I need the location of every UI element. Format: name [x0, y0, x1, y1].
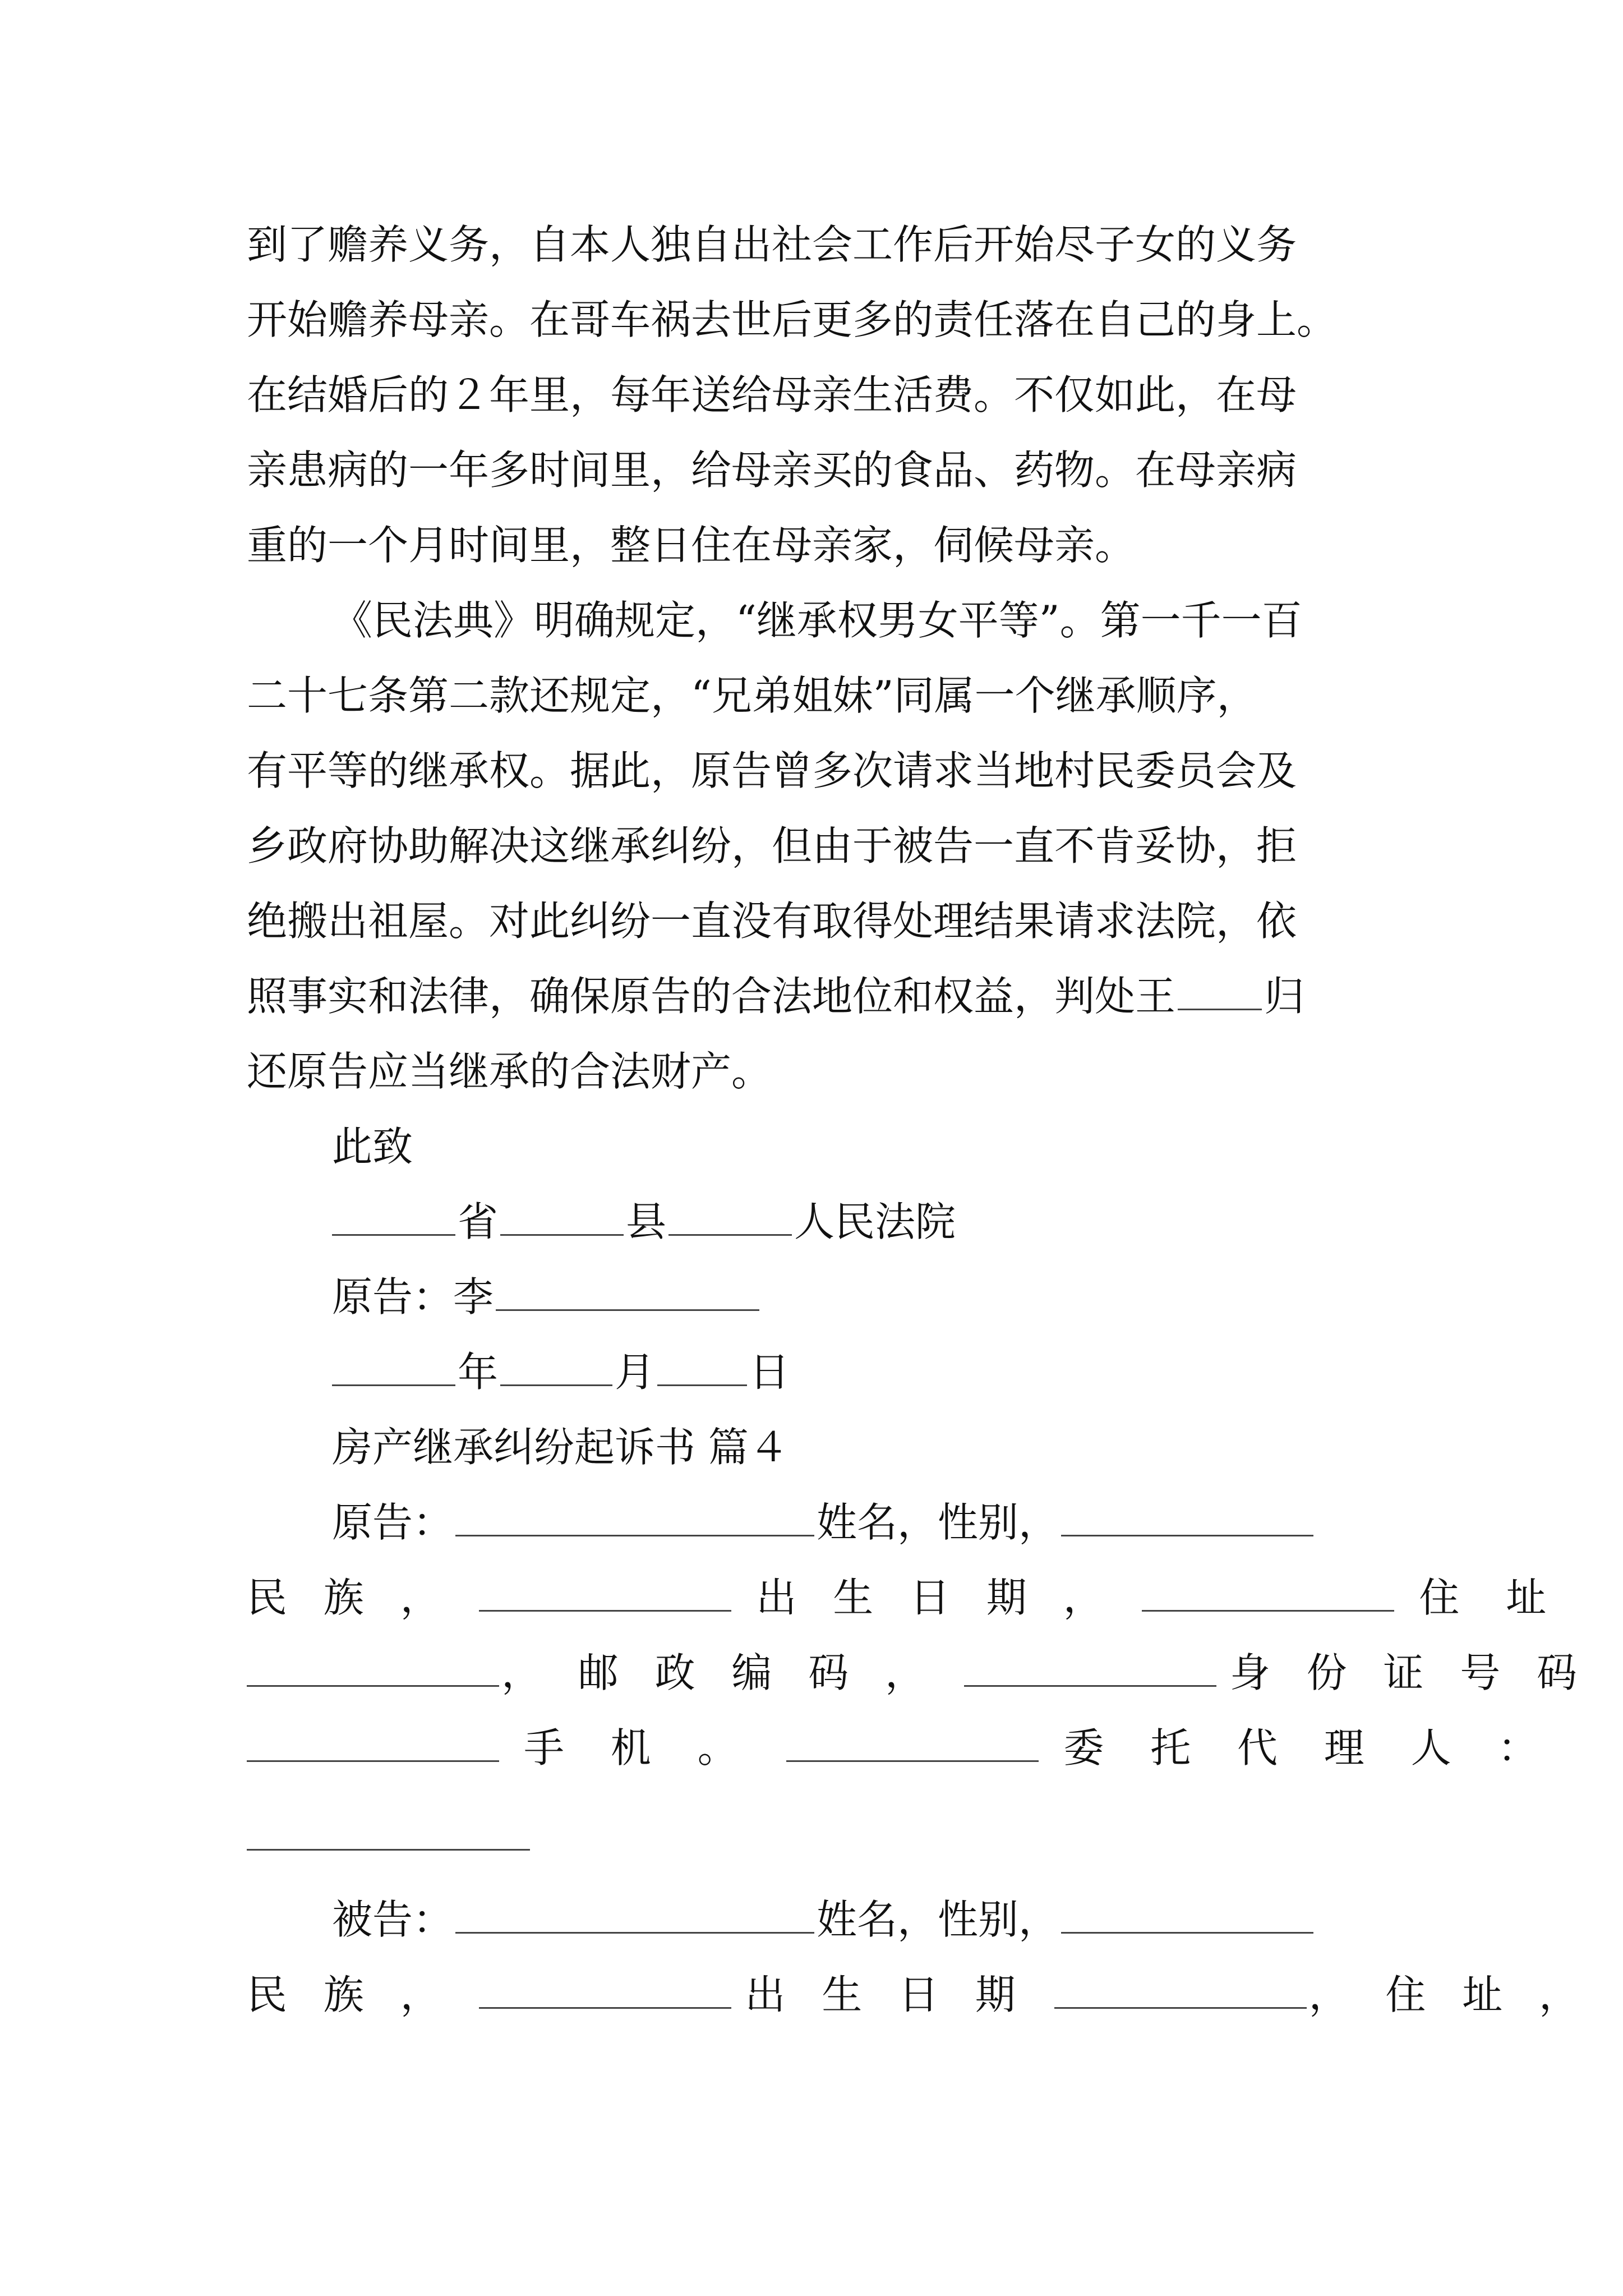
blank-field[interactable]: [332, 1196, 455, 1236]
paragraph-line: 重的一个月时间里，整日住在母亲家，伺候母亲。: [247, 522, 1136, 569]
court-name: 人民法院: [794, 1198, 956, 1245]
paragraph-line: 还原告应当继承的合法财产。: [247, 1048, 772, 1095]
blank-field[interactable]: [1061, 1497, 1313, 1536]
name-gender-label: 姓名，性别，: [817, 1896, 1059, 1943]
blank-field[interactable]: [479, 1969, 731, 2009]
blank-field[interactable]: [668, 1196, 792, 1236]
plaintiff-info-line: [247, 1645, 1613, 1701]
paragraph-line: [247, 968, 1304, 1024]
date-month: 月: [615, 1349, 656, 1396]
blank-field[interactable]: [1061, 1894, 1313, 1934]
blank-field[interactable]: [455, 1497, 814, 1536]
plaintiff-signature-label: 原告：李: [332, 1273, 494, 1320]
plaintiff-info-line: [247, 1720, 1584, 1776]
date-year: 年: [458, 1349, 499, 1396]
blank-field[interactable]: [496, 1271, 759, 1311]
date-day: 日: [749, 1349, 790, 1396]
blank-field[interactable]: [1142, 1572, 1394, 1612]
blank-field[interactable]: [500, 1196, 624, 1236]
ethnicity-label: 民族，: [247, 1574, 477, 1621]
paragraph-line: 到了赡养义务，自本人独自出社会工作后开始尽子女的义务: [247, 221, 1297, 268]
paragraph-line: 开始赡养母亲。在哥车祸去世后更多的责任落在自己的身上。: [247, 296, 1338, 343]
plaintiff-label: 原告：: [332, 1499, 454, 1546]
line-text: 照事实和法律，确保原告的合法地位和权益，判处王: [247, 973, 1176, 1020]
defendant-info-line: [332, 1892, 1316, 1948]
blank-field[interactable]: [657, 1346, 747, 1386]
paragraph-line: 亲患病的一年多时间里，给母亲买的食品、药物。在母亲病: [247, 447, 1297, 494]
blank-field[interactable]: [247, 1647, 499, 1687]
blank-field[interactable]: [1054, 1969, 1307, 2009]
court-county: 县: [626, 1198, 667, 1245]
blank-field[interactable]: [1178, 970, 1262, 1010]
paragraph-line: 在结婚后的２年里，每年送给母亲生活费。不仅如此，在母: [247, 371, 1297, 418]
defendant-info-line: [247, 1967, 1616, 2023]
section-title: 房产继承纠纷起诉书 篇４: [332, 1424, 789, 1471]
paragraph-line: 《民法典》明确规定，“继承权男女平等”。第一千一百: [332, 597, 1302, 644]
defendant-label: 被告：: [332, 1896, 454, 1943]
plaintiff-info-line: [332, 1494, 1316, 1550]
postcode-label: ，邮政编码，: [501, 1649, 962, 1696]
date-line: [332, 1344, 790, 1400]
blank-field[interactable]: [479, 1572, 731, 1612]
blank-field[interactable]: [247, 1722, 499, 1762]
plaintiff-info-line: [247, 1570, 1593, 1626]
plaintiff-signature-line: [332, 1269, 762, 1325]
paragraph-line: 二十七条第二款还规定，“兄弟姐妹”同属一个继承顺序，: [247, 672, 1257, 719]
blank-field[interactable]: [786, 1722, 1039, 1762]
ethnicity-label: 民族，: [247, 1971, 477, 2018]
agent-blank-field[interactable]: [247, 1849, 530, 1851]
birth-label: 出生日期: [745, 1971, 1052, 2018]
paragraph-line: 乡政府协助解决这继承纠纷，但由于被告一直不肯妥协，拒: [247, 822, 1297, 869]
paragraph-line: 有平等的继承权。据此，原告曾多次请求当地村民委员会及: [247, 747, 1297, 794]
id-number-label: 身份证号码: [1229, 1649, 1613, 1696]
agent-label: 委托代理人：: [1063, 1724, 1585, 1772]
blank-field[interactable]: [500, 1346, 612, 1386]
line-text: 归: [1264, 973, 1305, 1020]
paragraph-line: 绝搬出祖屋。对此纠纷一直没有取得处理结果请求法院，依: [247, 898, 1297, 945]
blank-field[interactable]: [455, 1894, 814, 1934]
mobile-label: 手机。: [524, 1724, 785, 1772]
birth-label: 出生日期，: [756, 1574, 1140, 1621]
salutation: 此致: [332, 1123, 413, 1170]
court-province: 省: [458, 1198, 499, 1245]
blank-field[interactable]: [964, 1647, 1216, 1687]
court-line: [332, 1194, 956, 1250]
blank-field[interactable]: [332, 1346, 455, 1386]
address-label: ，住址，: [1308, 1971, 1616, 2018]
address-label: 住址: [1419, 1574, 1593, 1621]
name-gender-label: 姓名，性别，: [817, 1499, 1059, 1546]
